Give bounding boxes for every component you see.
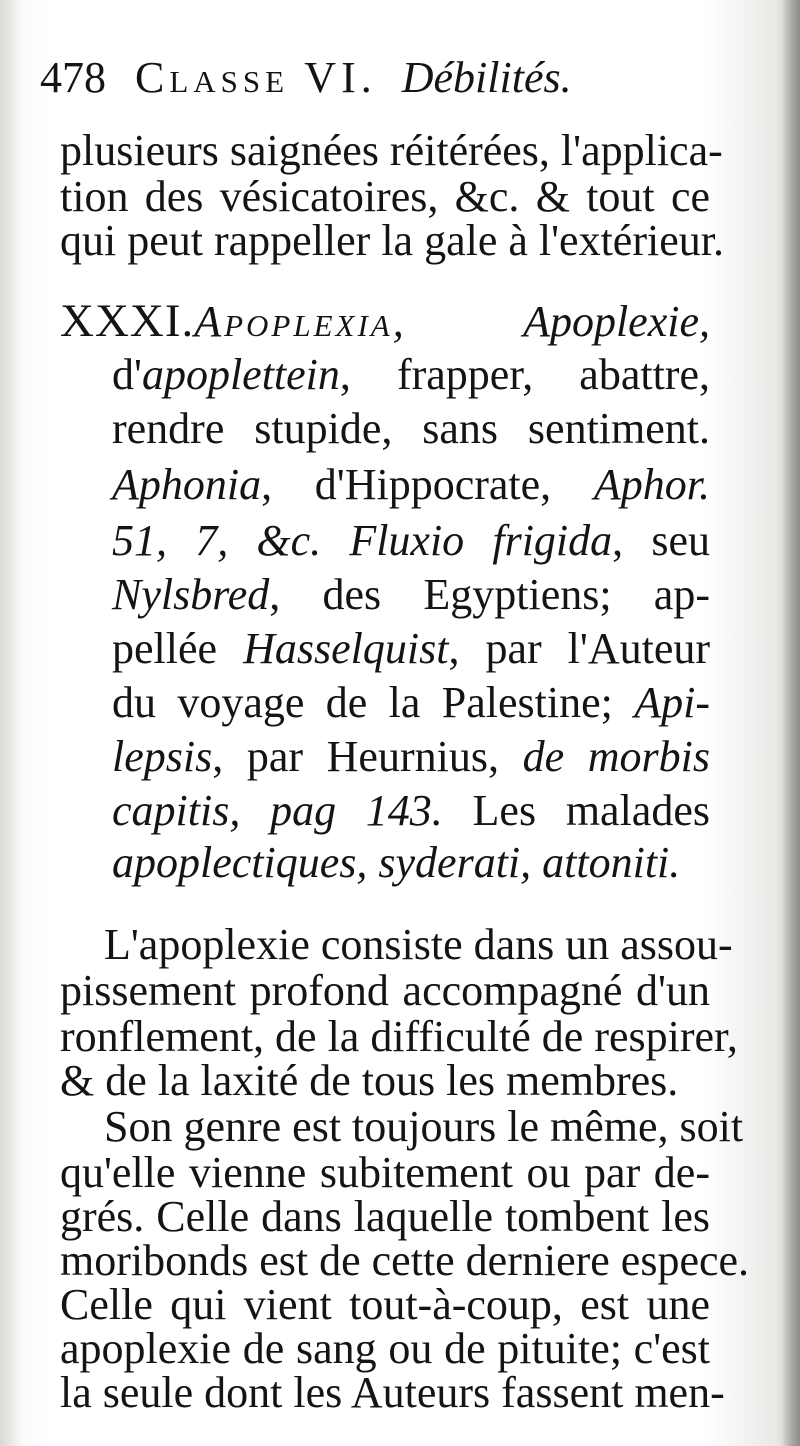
- text-span: , par Heurnius,: [212, 732, 523, 781]
- text-line: apoplexie de sang ou de pituite; c'est: [60, 1324, 710, 1373]
- reference: de morbis: [522, 732, 710, 781]
- entry-line: [112, 728, 710, 786]
- text-line: L'apoplexie consiste dans un assou-: [104, 920, 733, 969]
- synonym: apoplectiques, syderati, attoniti.: [112, 838, 681, 887]
- entry-line: [112, 456, 710, 514]
- text-line: ronflement, de la difficulté de respirer,: [60, 1012, 738, 1061]
- entry-line: [112, 620, 710, 678]
- text-line: la seule dont les Auteurs fassent men-: [60, 1368, 725, 1417]
- class-heading: Classe VI.: [135, 53, 377, 102]
- text-span: , seu: [612, 516, 710, 565]
- entry-line: [112, 834, 710, 892]
- section-heading: Débilités.: [401, 53, 572, 102]
- text-span: pellée: [112, 624, 244, 673]
- text-span: , des Egyptiens; ap-: [269, 570, 710, 619]
- entry-line: [112, 512, 710, 570]
- text-line: qu'elle vienne subitement ou par de-: [60, 1148, 710, 1197]
- reference: capitis, pag 143.: [112, 786, 443, 835]
- entry-line: rendre stupide, sans sentiment.: [112, 404, 710, 453]
- entry-line: [112, 346, 710, 404]
- text-line: moribonds est de cette derniere espece.: [60, 1236, 750, 1285]
- text-span: , frapper, abattre,: [339, 350, 710, 399]
- page-edge-shadow: [782, 0, 800, 1446]
- entry-heading-line: [60, 292, 710, 351]
- running-head: [40, 48, 740, 108]
- text-span: , d'Hippocrate,: [261, 460, 594, 509]
- entry-line: [112, 782, 710, 840]
- entry-french-name: , Apoplexie,: [392, 297, 710, 346]
- text-line: qui peut rappeller la gale à l'extérieur.: [60, 216, 724, 265]
- text-span: du voyage de la Palestine;: [112, 678, 635, 727]
- text-span: d': [112, 350, 142, 399]
- text-line: Celle qui vient tout-à-coup, est une: [60, 1280, 710, 1329]
- text-span: Les malades: [442, 786, 710, 835]
- text-line: grés. Celle dans laquelle tombent les: [60, 1192, 710, 1241]
- author-name: Hasselquist: [243, 624, 449, 673]
- entry-number: XXXI.: [60, 295, 195, 347]
- entry-latin-name: Apoplexia: [194, 297, 393, 346]
- text-line: plusieurs saignées réitérées, l'applica-: [60, 126, 723, 175]
- synonym: 51, 7, &c. Fluxio frigida: [112, 516, 613, 565]
- text-line: tion des vésicatoires, &c. & tout ce: [60, 172, 710, 221]
- page-gutter-shadow: [0, 0, 22, 1446]
- text-line: pissement profond accompagné d'un: [60, 966, 710, 1015]
- synonym: lepsis: [112, 732, 213, 781]
- greek-etymon: apoplettein: [141, 350, 340, 399]
- synonym: Api-: [634, 678, 710, 727]
- entry-line: [112, 566, 710, 624]
- synonym: Nylsbred: [112, 570, 270, 619]
- page-number: 478: [40, 53, 106, 102]
- synonym: Aphonia: [112, 460, 262, 509]
- text-line: Son genre est toujours le même, soit: [104, 1102, 744, 1151]
- entry-line: [112, 674, 710, 732]
- text-line: & de la laxité de tous les membres.: [60, 1056, 679, 1105]
- text-span: , par l'Auteur: [448, 624, 711, 673]
- reference: Aphor.: [593, 460, 710, 509]
